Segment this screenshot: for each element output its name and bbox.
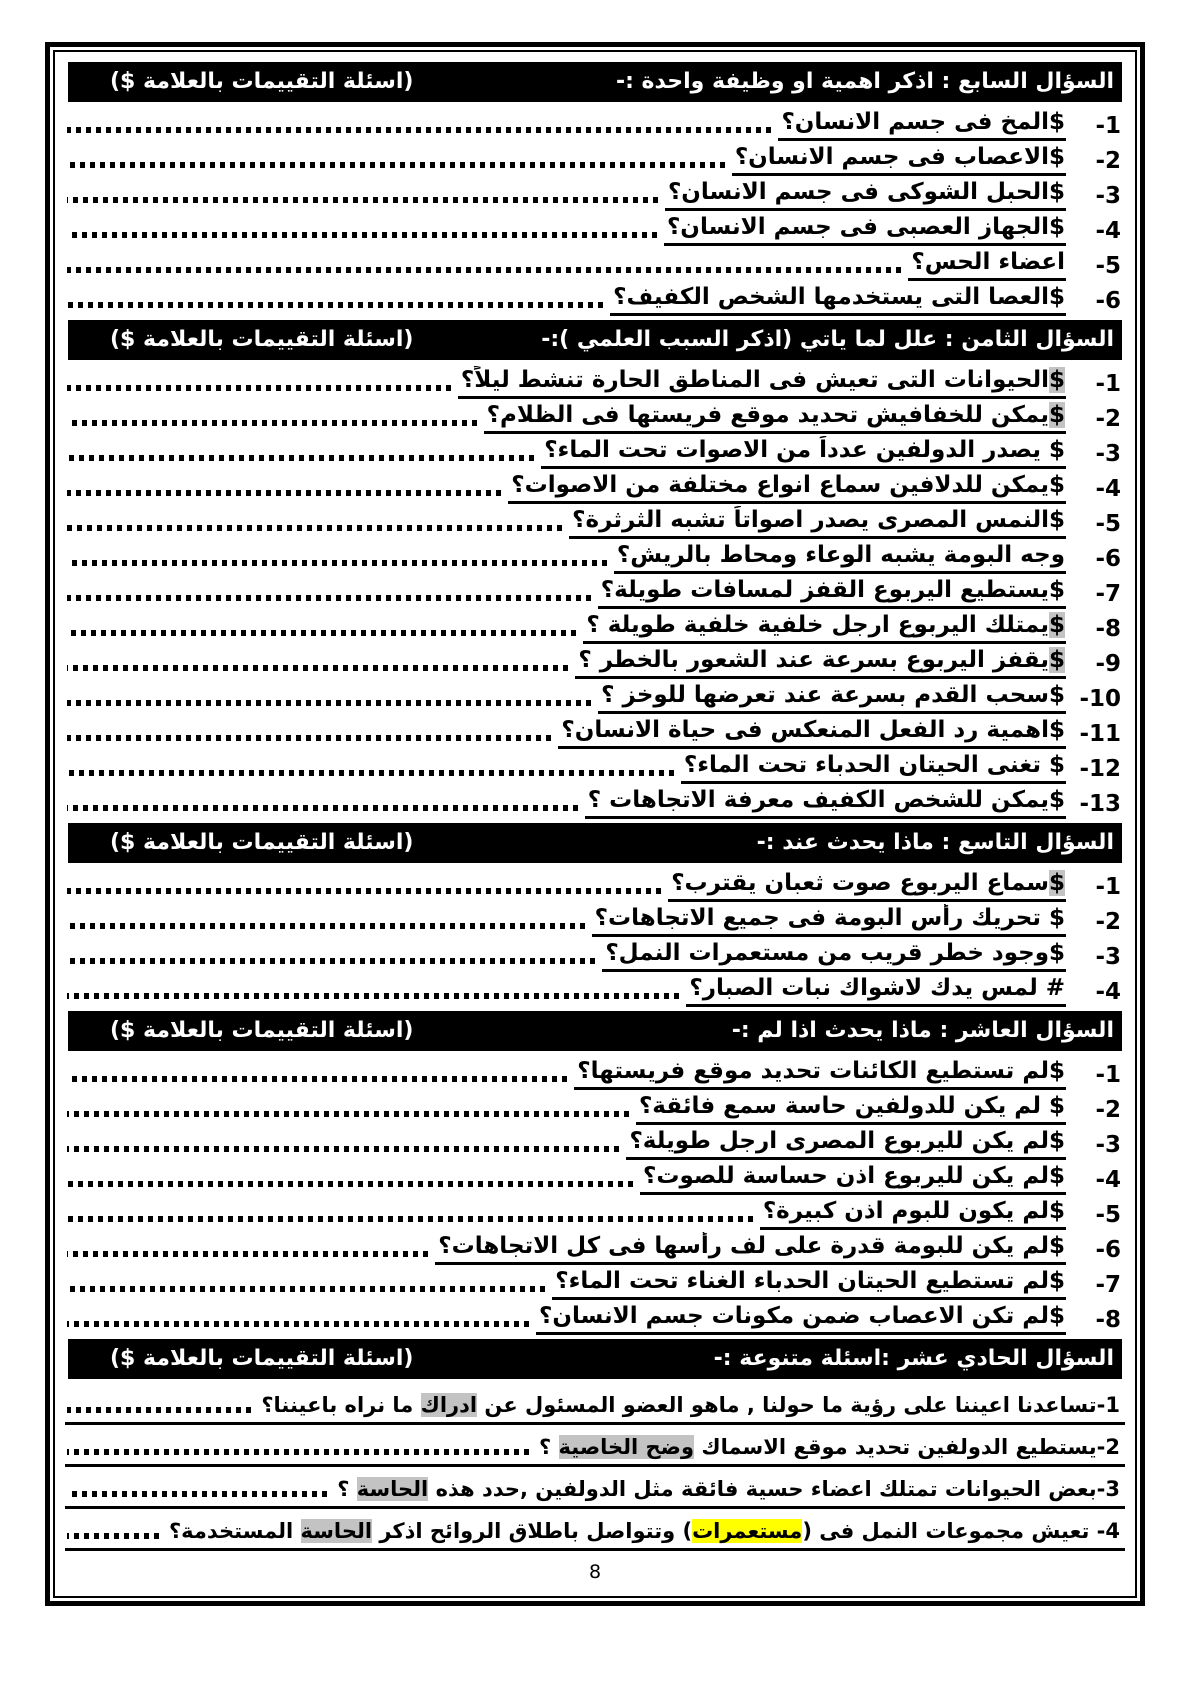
text-segment: 1-تساعدنا اعيننا على رؤية ما حولنا , ماهو العضو المسئول عن xyxy=(477,1393,1120,1417)
question-item xyxy=(65,972,1125,1007)
question-item xyxy=(65,1125,1125,1160)
question-item xyxy=(65,867,1125,902)
answer-dotted-line xyxy=(67,1146,619,1152)
question-text xyxy=(583,611,1066,644)
question-item xyxy=(65,574,1125,609)
question-number: 6- xyxy=(1095,288,1121,314)
question-text xyxy=(908,248,1066,281)
question-number: 5- xyxy=(1095,1202,1121,1228)
question-number: 3- xyxy=(1095,944,1121,970)
question-item xyxy=(65,609,1125,644)
highlighted-text: وضح الخاصية xyxy=(558,1435,695,1459)
answer-dotted-line xyxy=(67,770,674,776)
question-item xyxy=(65,1265,1125,1300)
highlighted-text: مستعمرات xyxy=(692,1519,803,1543)
question-item xyxy=(65,644,1125,679)
question-text xyxy=(598,576,1066,609)
question-text xyxy=(598,681,1066,714)
question-text xyxy=(602,939,1066,972)
question-item xyxy=(65,1160,1125,1195)
answer-dotted-line xyxy=(67,888,661,894)
text-segment: ؟ xyxy=(337,1477,357,1501)
text-segment: 4- تعيش مجموعات النمل فى ( xyxy=(802,1519,1120,1543)
question-text xyxy=(664,213,1066,246)
question-item xyxy=(65,679,1125,714)
answer-dotted-line xyxy=(67,490,501,496)
text-segment: $يمكن للدلافين سماع انواع مختلفة من الاصوات؟ xyxy=(511,472,1065,498)
question-number: 4- xyxy=(1095,1167,1121,1193)
answer-dotted-line xyxy=(67,1533,159,1539)
question-text xyxy=(536,1433,1121,1461)
question-number: 5- xyxy=(1095,253,1121,279)
question-item xyxy=(65,1055,1125,1090)
answer-dotted-line xyxy=(67,197,658,203)
answer-dotted-line xyxy=(67,127,771,133)
answer-dotted-line xyxy=(67,1286,545,1292)
question-text xyxy=(686,974,1066,1007)
question-item xyxy=(65,1509,1125,1551)
question-text xyxy=(636,1092,1066,1125)
question-item xyxy=(65,364,1125,399)
question-item xyxy=(65,1195,1125,1230)
answer-dotted-line xyxy=(67,1111,629,1117)
question-text xyxy=(778,108,1066,141)
highlighted-text: $ xyxy=(1048,870,1065,896)
text-segment: $الاعصاب فى جسم الانسان؟ xyxy=(734,144,1065,170)
section-title: السؤال العاشر : ماذا يحدث اذا لم :- xyxy=(731,1018,1114,1043)
text-segment: $لم يكون للبوم اذن كبيرة؟ xyxy=(762,1198,1065,1224)
text-segment: وجه البومة يشبه الوعاء ومحاط بالريش؟ xyxy=(616,542,1065,568)
section-tag: (اسئلة التقييمات بالعلامة $) xyxy=(110,69,414,94)
section-tag: (اسئلة التقييمات بالعلامة $) xyxy=(110,1018,414,1043)
text-segment: $النمس المصرى يصدر اصواتاً تشبه الثرثرة؟ xyxy=(572,507,1065,533)
answer-dotted-line xyxy=(67,735,551,741)
question-item xyxy=(65,176,1125,211)
answer-dotted-line xyxy=(67,267,901,273)
question-number: 3- xyxy=(1095,1132,1121,1158)
question-text xyxy=(558,716,1066,749)
question-text xyxy=(640,1162,1066,1195)
question-text xyxy=(569,506,1066,539)
text-segment: $لم يكن لليربوع اذن حساسة للصوت؟ xyxy=(643,1163,1065,1189)
text-segment: $لم يكن للبومة قدرة على لف رأسها فى كل الاتجاهات؟ xyxy=(438,1233,1065,1259)
question-text xyxy=(585,786,1066,819)
answer-dotted-line xyxy=(67,993,679,999)
question-text xyxy=(732,143,1066,176)
question-number: 11- xyxy=(1079,721,1121,747)
answer-dotted-line xyxy=(67,1076,567,1082)
question-text xyxy=(484,401,1066,434)
question-number: 7- xyxy=(1095,1272,1121,1298)
answer-dotted-line xyxy=(67,232,657,238)
section-header xyxy=(68,823,1122,863)
question-number: 2- xyxy=(1095,406,1121,432)
answer-dotted-line xyxy=(67,805,578,811)
question-number: 6- xyxy=(1095,546,1121,572)
question-number: 7- xyxy=(1095,581,1121,607)
question-number: 9- xyxy=(1095,651,1121,677)
answer-dotted-line xyxy=(67,958,595,964)
question-item xyxy=(65,1230,1125,1265)
question-number: 2- xyxy=(1095,1097,1121,1123)
question-item xyxy=(65,1383,1125,1425)
answer-dotted-line xyxy=(67,455,534,461)
text-segment: يمتلك اليربوع ارجل خلفية خلفية طويلة ؟ xyxy=(586,612,1049,638)
text-segment: $الجهاز العصبى فى جسم الانسان؟ xyxy=(666,214,1065,240)
page-number: 8 xyxy=(588,1561,602,1583)
text-segment: $سحب القدم بسرعة عند تعرضها للوخز ؟ xyxy=(601,682,1065,708)
text-segment: ما نراه باعيننا؟ xyxy=(261,1393,421,1417)
question-item xyxy=(65,539,1125,574)
highlighted-text: الحاسة xyxy=(300,1519,373,1543)
highlighted-text: $ xyxy=(1048,612,1065,638)
question-item xyxy=(65,281,1125,316)
question-number: 1- xyxy=(1095,874,1121,900)
answer-dotted-line xyxy=(67,385,451,391)
text-segment: ؟ xyxy=(539,1435,559,1459)
question-number: 3- xyxy=(1095,183,1121,209)
text-segment: $ تغنى الحيتان الحدباء تحت الماء؟ xyxy=(683,752,1065,778)
text-segment: $ لم يكن للدولفين حاسة سمع فائقة؟ xyxy=(638,1093,1065,1119)
section-tag: (اسئلة التقييمات بالعلامة $) xyxy=(110,1346,414,1371)
question-item xyxy=(65,902,1125,937)
text-segment: 3-بعض الحيوانات تمتلك اعضاء حسية فائقة مثل الدولفين ,حدد هذه xyxy=(428,1477,1120,1501)
question-number: 4- xyxy=(1095,218,1121,244)
text-segment: $المخ فى جسم الانسان؟ xyxy=(781,109,1065,135)
question-text xyxy=(258,1391,1121,1419)
section-header xyxy=(68,320,1122,360)
text-segment: 2-يستطيع الدولفين تحديد موقع الاسماك xyxy=(694,1435,1120,1459)
text-segment: $يمكن للشخص الكفيف معرفة الاتجاهات ؟ xyxy=(587,787,1065,813)
question-text xyxy=(681,751,1066,784)
question-text xyxy=(166,1517,1121,1545)
question-item xyxy=(65,714,1125,749)
question-number: 12- xyxy=(1079,756,1121,782)
highlighted-text: $ xyxy=(1048,647,1065,673)
answer-dotted-line xyxy=(67,923,585,929)
answer-dotted-line xyxy=(67,1181,633,1187)
question-number: 1- xyxy=(1095,371,1121,397)
answer-dotted-line xyxy=(67,525,562,531)
section-tag: (اسئلة التقييمات بالعلامة $) xyxy=(110,327,414,352)
text-segment: يقفز اليربوع بسرعة عند الشعور بالخطر ؟ xyxy=(578,647,1049,673)
question-text xyxy=(760,1197,1066,1230)
page-border-inner xyxy=(53,50,1137,1598)
question-item xyxy=(65,1467,1125,1509)
question-text xyxy=(614,541,1066,574)
answer-dotted-line xyxy=(67,1321,529,1327)
question-text xyxy=(665,178,1066,211)
question-text xyxy=(458,366,1066,399)
text-segment: $ تحريك رأس البومة فى جميع الاتجاهات؟ xyxy=(594,905,1065,931)
section-title: السؤال السابع : اذكر اهمية او وظيفة واحدة :- xyxy=(615,69,1114,94)
question-item xyxy=(65,504,1125,539)
question-number: 1- xyxy=(1095,1062,1121,1088)
text-segment: سماع اليربوع صوت ثعبان يقترب؟ xyxy=(671,870,1049,896)
text-segment: # لمس يدك لاشواك نبات الصبار؟ xyxy=(689,975,1065,1001)
answer-dotted-line xyxy=(67,560,607,566)
question-item xyxy=(65,434,1125,469)
section-title: السؤال الثامن : علل لما ياتي (اذكر السبب العلمي ):- xyxy=(541,327,1114,352)
text-segment: $لم يكن لليربوع المصرى ارجل طويلة؟ xyxy=(629,1128,1065,1154)
question-text xyxy=(610,283,1066,316)
question-item xyxy=(65,749,1125,784)
question-item xyxy=(65,106,1125,141)
question-item xyxy=(65,211,1125,246)
answer-dotted-line xyxy=(67,162,725,168)
answer-dotted-line xyxy=(67,630,576,636)
text-segment: يمكن للخفافيش تحديد موقع فريستها فى الظلام؟ xyxy=(486,402,1049,428)
question-text xyxy=(552,1267,1066,1300)
text-segment: المستخدمة؟ xyxy=(168,1519,301,1543)
question-number: 13- xyxy=(1079,791,1121,817)
section-title: السؤال التاسع : ماذا يحدث عند :- xyxy=(756,830,1114,855)
question-item xyxy=(65,1300,1125,1335)
text-segment: $وجود خطر قريب من مستعمرات النمل؟ xyxy=(605,940,1065,966)
question-item xyxy=(65,469,1125,504)
question-text xyxy=(575,646,1066,679)
question-text xyxy=(536,1302,1066,1335)
text-segment: ) وتتواصل باطلاق الروائح اذكر xyxy=(372,1519,693,1543)
text-segment: $لم تستطيع الحيتان الحدباء الغناء تحت الماء؟ xyxy=(555,1268,1065,1294)
text-segment: $ يصدر الدولفين عدداً من الاصوات تحت الماء؟ xyxy=(544,437,1065,463)
answer-dotted-line xyxy=(67,665,568,671)
question-number: 4- xyxy=(1095,979,1121,1005)
highlighted-text: ادراك xyxy=(420,1393,478,1417)
highlighted-text: $ xyxy=(1048,402,1065,428)
question-item xyxy=(65,246,1125,281)
answer-dotted-line xyxy=(67,302,603,308)
question-item xyxy=(65,141,1125,176)
answer-dotted-line xyxy=(67,1407,251,1413)
question-number: 3- xyxy=(1095,441,1121,467)
question-number: 4- xyxy=(1095,476,1121,502)
question-item xyxy=(65,1090,1125,1125)
section-header xyxy=(68,1011,1122,1051)
answer-dotted-line xyxy=(67,420,477,426)
answer-dotted-line xyxy=(67,1251,428,1257)
question-text xyxy=(592,904,1066,937)
question-number: 6- xyxy=(1095,1237,1121,1263)
question-text xyxy=(435,1232,1066,1265)
question-text xyxy=(541,436,1066,469)
question-number: 2- xyxy=(1095,909,1121,935)
text-segment: $يستطيع اليربوع القفز لمسافات طويلة؟ xyxy=(600,577,1065,603)
answer-dotted-line xyxy=(67,1216,753,1222)
section-tag: (اسئلة التقييمات بالعلامة $) xyxy=(110,830,414,855)
question-text xyxy=(508,471,1066,504)
highlighted-text: $ xyxy=(1048,367,1065,393)
question-number: 2- xyxy=(1095,148,1121,174)
section-header xyxy=(68,62,1122,102)
question-number: 10- xyxy=(1079,686,1121,712)
question-item xyxy=(65,784,1125,819)
question-item xyxy=(65,399,1125,434)
text-segment: $اهمية رد الفعل المنعكس فى حياة الانسان؟ xyxy=(561,717,1065,743)
question-text xyxy=(574,1057,1066,1090)
question-item xyxy=(65,937,1125,972)
section-header xyxy=(68,1339,1122,1379)
text-segment: $العصا التى يستخدمها الشخص الكفيف؟ xyxy=(613,284,1065,310)
answer-dotted-line xyxy=(67,1491,327,1497)
text-segment: $الحبل الشوكى فى جسم الانسان؟ xyxy=(667,179,1065,205)
question-item xyxy=(65,1425,1125,1467)
answer-dotted-line xyxy=(67,700,591,706)
text-segment: اعضاء الحس؟ xyxy=(911,249,1065,275)
text-segment: $لم تستطيع الكائنات تحديد موقع فريستها؟ xyxy=(577,1058,1065,1084)
question-number: 1- xyxy=(1095,113,1121,139)
question-text xyxy=(334,1475,1121,1503)
text-segment: الحيوانات التى تعيش فى المناطق الحارة تنشط ليلاً؟ xyxy=(460,367,1049,393)
answer-dotted-line xyxy=(67,1449,529,1455)
page-border-outer xyxy=(45,42,1145,1606)
section-title: السؤال الحادي عشر :اسئلة متنوعة :- xyxy=(713,1346,1114,1371)
answer-dotted-line xyxy=(67,595,591,601)
question-text xyxy=(626,1127,1066,1160)
question-number: 8- xyxy=(1095,616,1121,642)
question-number: 8- xyxy=(1095,1307,1121,1333)
question-text xyxy=(668,869,1066,902)
text-segment: $لم تكن الاعصاب ضمن مكونات جسم الانسان؟ xyxy=(538,1303,1065,1329)
question-number: 5- xyxy=(1095,511,1121,537)
highlighted-text: الحاسة xyxy=(356,1477,429,1501)
